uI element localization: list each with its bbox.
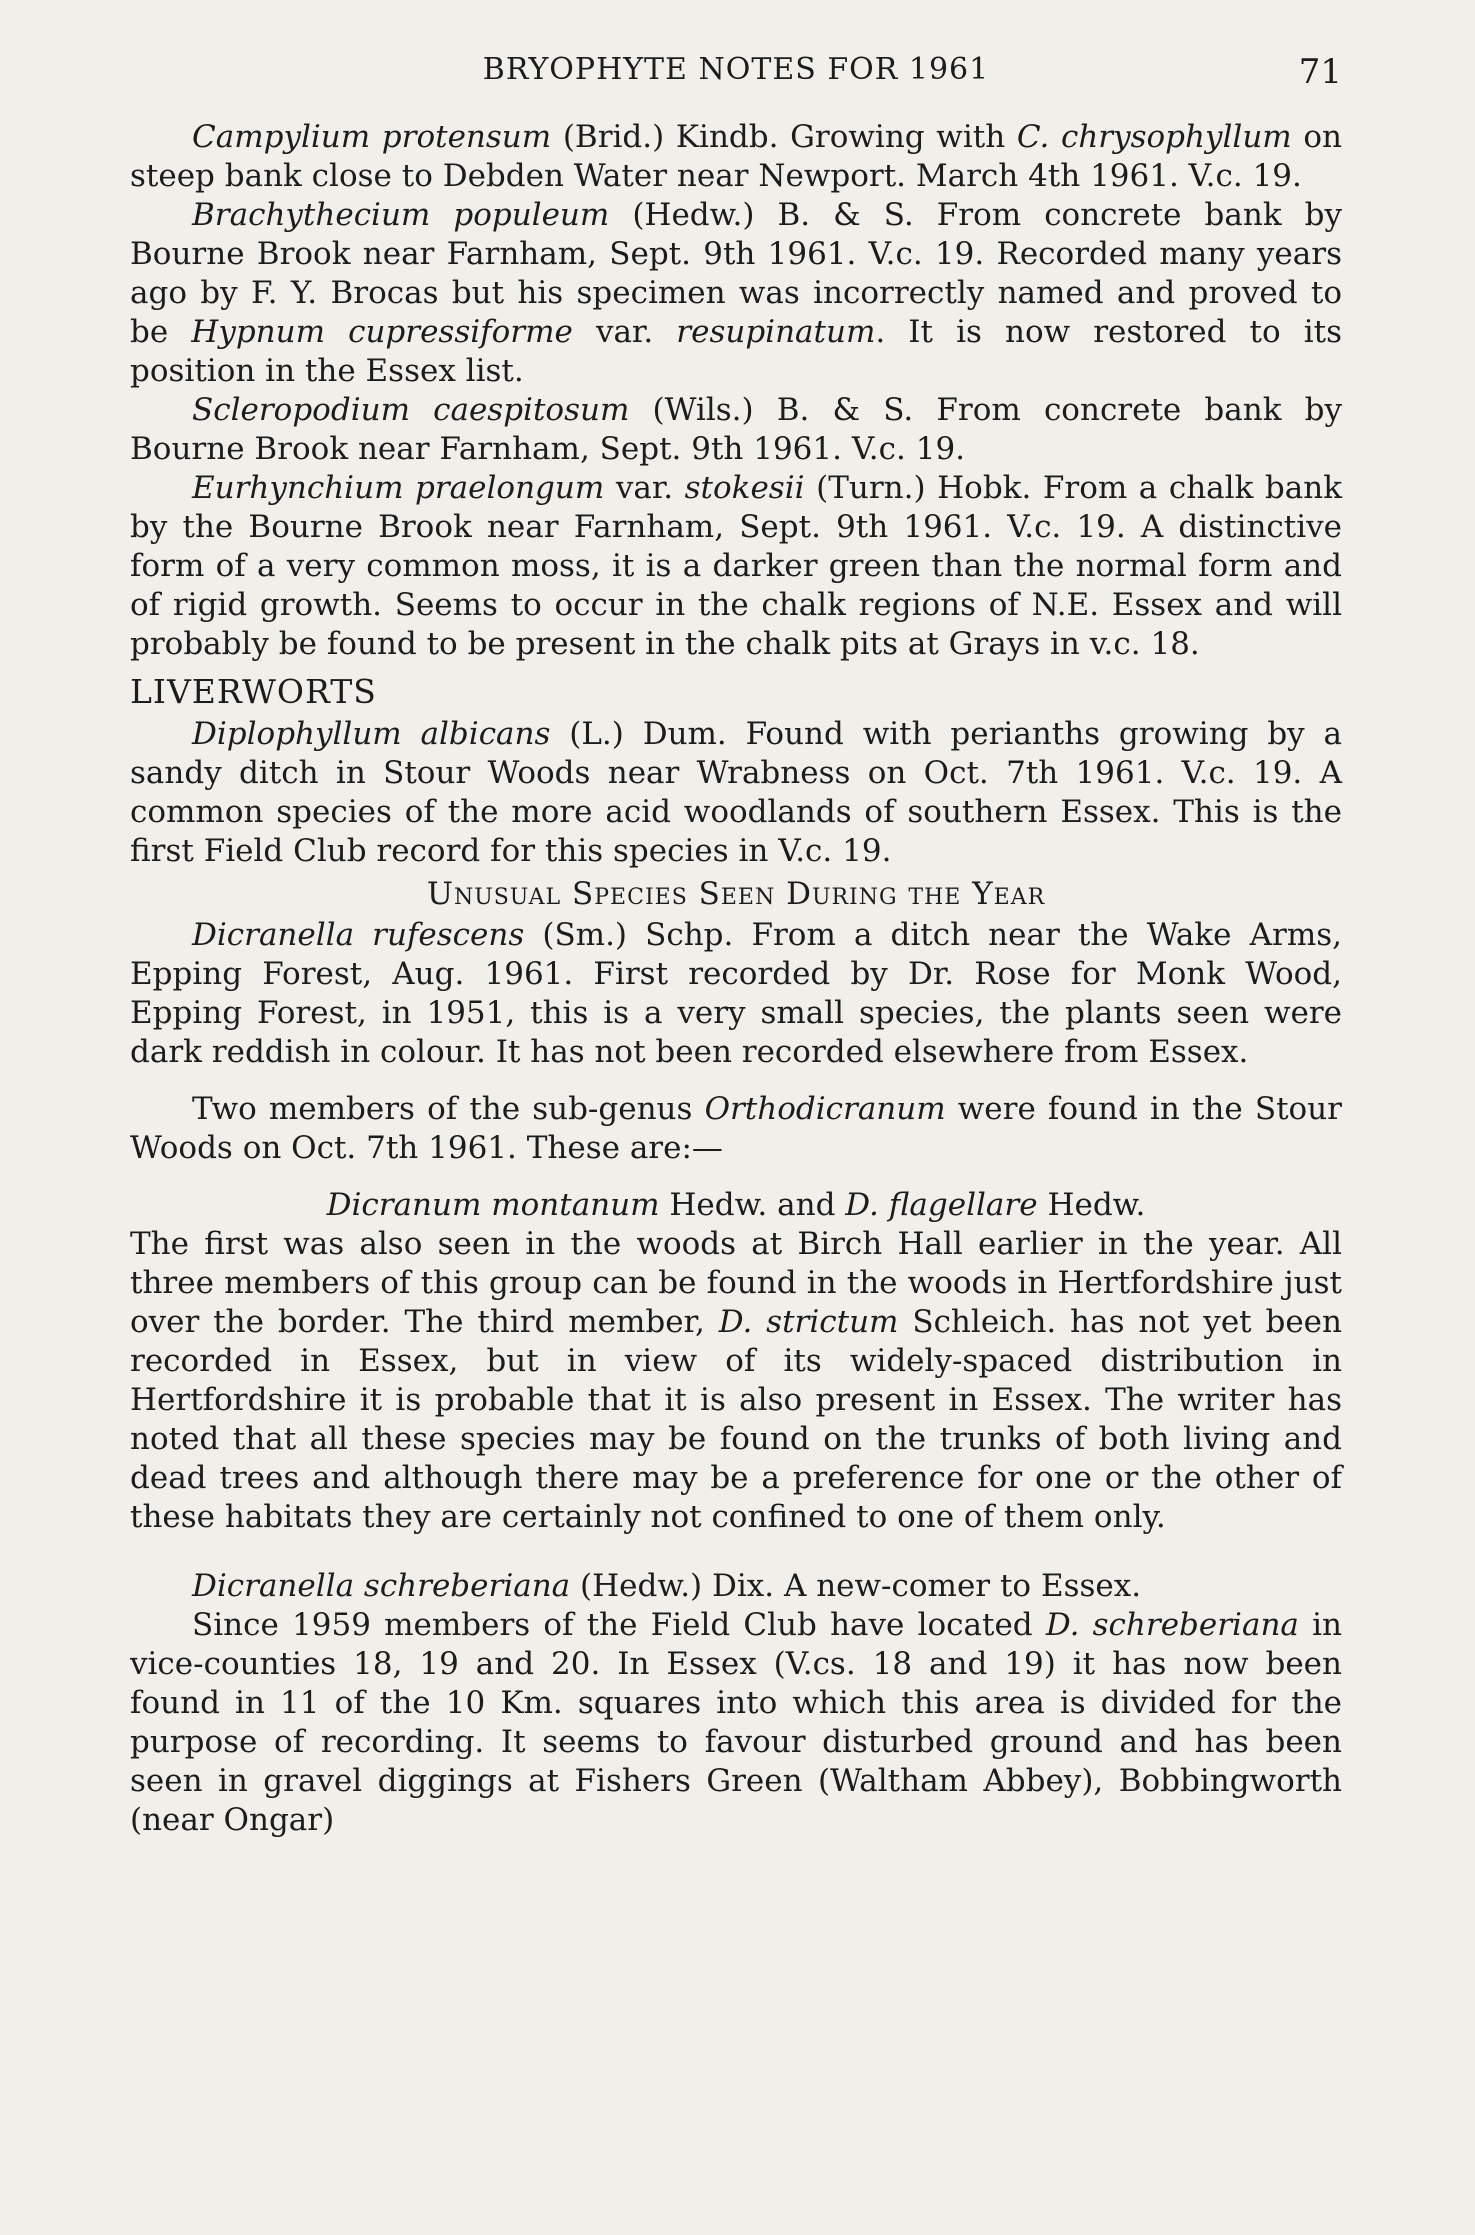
entry-diplophyllum [130,715,1342,871]
running-head: BRYOPHYTE NOTES FOR 1961 [482,52,990,87]
entry-dicranella-schreberiana [130,1567,1342,1606]
entry-text: on steep bank close to Debden Water near Newport. March 4th 1961. V.c. 19. [130,119,1342,194]
entry-text: Schleich. has not yet been recorded in Essex, but in view of its widely-spaced distribution in Hertfordshire it is probable that it is also present in Essex. The writer has noted that all these species may be found on the trunks of both living and dead trees and although there may be a preference for one or the other of these habitats they are certainly not confined to one of them only. [130,1304,1342,1535]
species-name: D. strictum [718,1304,899,1340]
species-pair-line [130,1186,1342,1225]
section-heading-liverworts: LIVERWORTS [130,672,377,711]
entry-eurhynchium [130,469,1342,664]
entry-text: (Hedw.) Dix. A new-comer to Essex. [570,1568,1142,1604]
entry-text: Since 1959 members of the Field Club have located [192,1607,1046,1643]
subgenus-name: Orthodicranum [704,1091,946,1127]
species-name: Diplophyllum albicans [192,716,551,752]
variety-name: resupinatum [676,314,876,350]
entry-campylium [130,118,1342,196]
species-name: Brachythecium populeum [192,197,610,233]
species-name: C. chrysophyllum [1016,119,1292,155]
entry-text: (Hedw.) B. & S. From concrete bank by Bourne Brook near Farnham, Sept. 9th 1961. V.c. 19. Recorded many years ago by F. Y. Brocas but his specimen was incorrectly named and proved to be [130,197,1342,350]
entry-text: var. [572,314,677,350]
entry-text: (L.) Dum. Found with perianths growing by a sandy ditch in Stour Woods near Wrabness on Oct. 7th 1961. V.c. 19. A common species of the more acid woodlands of southern Essex. This is the first Field Club record for this species in V.c. 19. [130,716,1343,869]
species-name: Dicranella rufescens [192,917,525,953]
entry-dicranella-rufescens [130,916,1342,1072]
species-name: Dicranum montanum [326,1187,660,1223]
entry-text: (Brid.) Kindb. Growing with [551,119,1017,155]
entry-text: Hedw. and [659,1187,846,1223]
entry-scleropodium [130,391,1342,469]
entry-text: Hedw. [1037,1187,1146,1223]
species-name: D. flagellare [845,1187,1038,1223]
entry-text: Two members of the sub-genus [192,1091,705,1127]
species-name: Dicranella schreberiana [192,1568,571,1604]
page-body [130,118,1342,1840]
entry-text: (Sm.) Schp. From a ditch near the Wake Arms, Epping Forest, Aug. 1961. First recorded by Dr. Rose for Monk Wood, Epping Forest, in 1951, this is a very small species, the plants seen were dark reddish in colour. It has not been recorded elsewhere from Essex. [130,917,1342,1070]
section-heading-unusual: Unusual Species Seen During the Year [426,876,1046,912]
entry-text: var. [604,470,685,506]
entry-text: (Turn.) Hobk. From a chalk bank by the Bourne Brook near Farnham, Sept. 9th 1961. V.c. 19. A distinctive form of a very common moss, it is a darker green than the normal form and of rigid growth. Seems to occur in the chalk regions of N.E. Essex and will probably be found to be present in the chalk pits at Grays in v.c. 18. [130,470,1342,662]
paragraph-since-1959 [130,1606,1342,1840]
paragraph-two-members [130,1090,1342,1168]
species-name: Campylium protensum [192,119,552,155]
entry-text: (Wils.) B. & S. From concrete bank by Bourne Brook near Farnham, Sept. 9th 1961. V.c. 19. [130,392,1342,467]
entry-text: in vice-counties 18, 19 and 20. In Essex (V.cs. 18 and 19) it has now been found in 11 of the 10 Km. squares into which this area is divided for the purpose of recording. It seems to favour disturbed ground and has been seen in gravel diggings at Fishers Green (Waltham Abbey), Bobbingworth (near Ongar) [130,1607,1342,1838]
species-name: D. schreberiana [1045,1607,1299,1643]
variety-name: stokesii [684,470,805,506]
species-name: Eurhynchium praelongum [192,470,605,506]
species-name: Hypnum cupressiforme [191,314,573,350]
entry-text: The first was also seen in the woods at Birch Hall earlier in the year. All three members of this group can be found in the woods in Hertfordshire just over the border. The third member, [130,1226,1342,1340]
entry-text: . It is now restored to its position in the Essex list. [130,314,1343,389]
paragraph-following [130,1225,1342,1537]
page-header [130,52,1342,102]
species-name: Scleropodium caespitosum [192,392,630,428]
entry-brachythecium [130,196,1342,391]
entry-text: were found in the Stour Woods on Oct. 7th 1961. These are:— [130,1091,1342,1166]
page-number: 71 [1298,52,1342,92]
